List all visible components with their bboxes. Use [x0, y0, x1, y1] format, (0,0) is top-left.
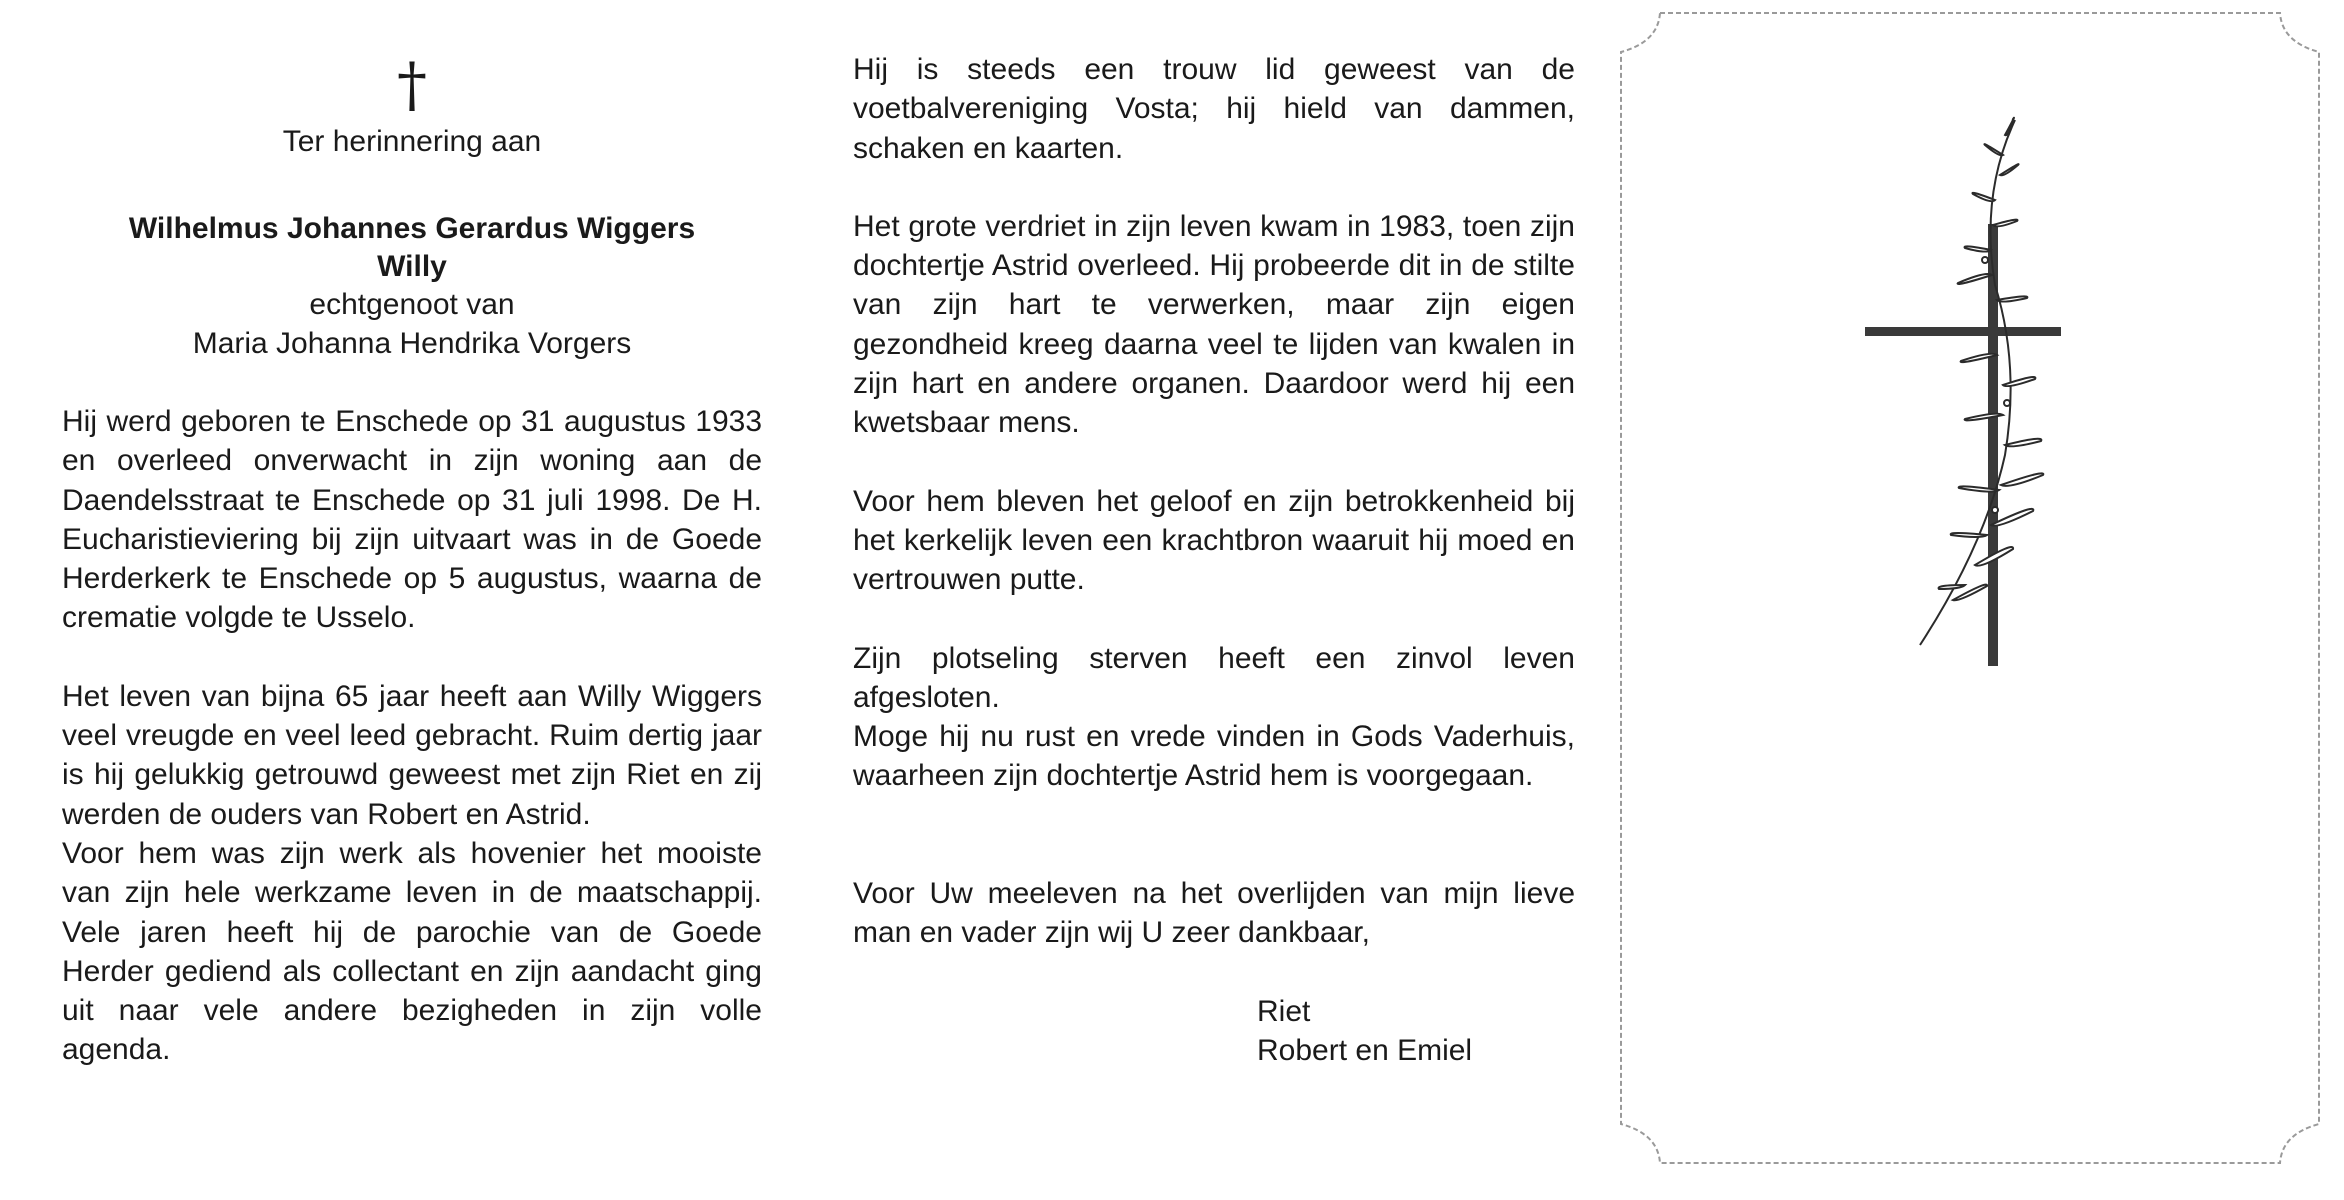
biography-paragraph-5: Het grote verdriet in zijn leven kwam in 1983, toen zijn dochtertje Astrid overleed. Hij probeerde dit in de stilte van zijn hart te verwerken, maar zijn eigen gezondheid kreeg daarna veel te lijden van kwalen in zijn hart en andere organen. Daardoor werd hij een kwetsbaar mens.: [853, 209, 1575, 440]
thanks-paragraph: Voor Uw meeleven na het overlijden van mijn lieve man en vader zijn wij U zeer dankbaar,: [853, 876, 1575, 950]
signature-line: Riet: [1257, 995, 1311, 1029]
deceased-nickname: Willy: [377, 250, 447, 283]
signature-block: [1257, 992, 1575, 1070]
middle-page: [810, 0, 1610, 1200]
biography-paragraph-2: Het leven van bijna 65 jaar heeft aan Willy Wiggers veel vreugde en veel leed gebracht. Ruim dertig jaar is hij gelukkig getrouwd geweest met zijn Riet en zij werden de ouders van Robert en Astrid.: [62, 679, 762, 831]
spouse-name: Maria Johanna Hendrika Vorgers: [192, 327, 632, 360]
biography-paragraph-4: Hij is steeds een trouw lid geweest van de voetbalvereniging Vosta; hij hield van dammen, schaken en kaarten.: [853, 53, 1575, 165]
card-front: [1560, 0, 2344, 1200]
deceased-name: Wilhelmus Johannes Gerardus Wiggers: [128, 212, 696, 245]
biography-paragraph-1: Hij werd geboren te Enschede op 31 augustus 1933 en overleed onverwacht in zijn woning aan de Daendelsstraat te Enschede op 31 juli 1998. De H. Eucharistieviering bij zijn uitvaart was in de Goede Herderkerk te Enschede op 5 augustus, waarna de crematie volgde te Usselo.: [62, 405, 762, 635]
biography-paragraph-7: Zijn plotseling sterven heeft een zinvol leven afgesloten.: [853, 641, 1575, 714]
biography-paragraph-6: Voor hem bleven het geloof en zijn betrokkenheid bij het kerkelijk leven een krachtbron waaruit hij moed en vertrouwen putte.: [853, 484, 1575, 597]
intro-text: Ter herinnering aan: [282, 125, 542, 158]
biography-paragraph-8: Moge hij nu rust en vrede vinden in Gods Vaderhuis, waarheen zijn dochtertje Astrid hem is voorgegaan.: [853, 720, 1575, 793]
biography-paragraph-3: Voor hem was zijn werk als hovenier het mooiste van zijn hele werkzame leven in de maatschappij. Vele jaren heeft hij de parochie van de Goede Herder gediend als collectant en zijn aandacht ging uit naar vele andere bezigheden in zijn volle agenda.: [62, 836, 762, 1067]
cross-icon: †: [397, 50, 427, 120]
left-page: [0, 0, 810, 1200]
relation-text: echtgenoot van: [309, 288, 515, 321]
signature-line: Robert en Emiel: [1257, 1034, 1473, 1068]
cross-with-palm-branch-icon: [1865, 115, 2115, 675]
